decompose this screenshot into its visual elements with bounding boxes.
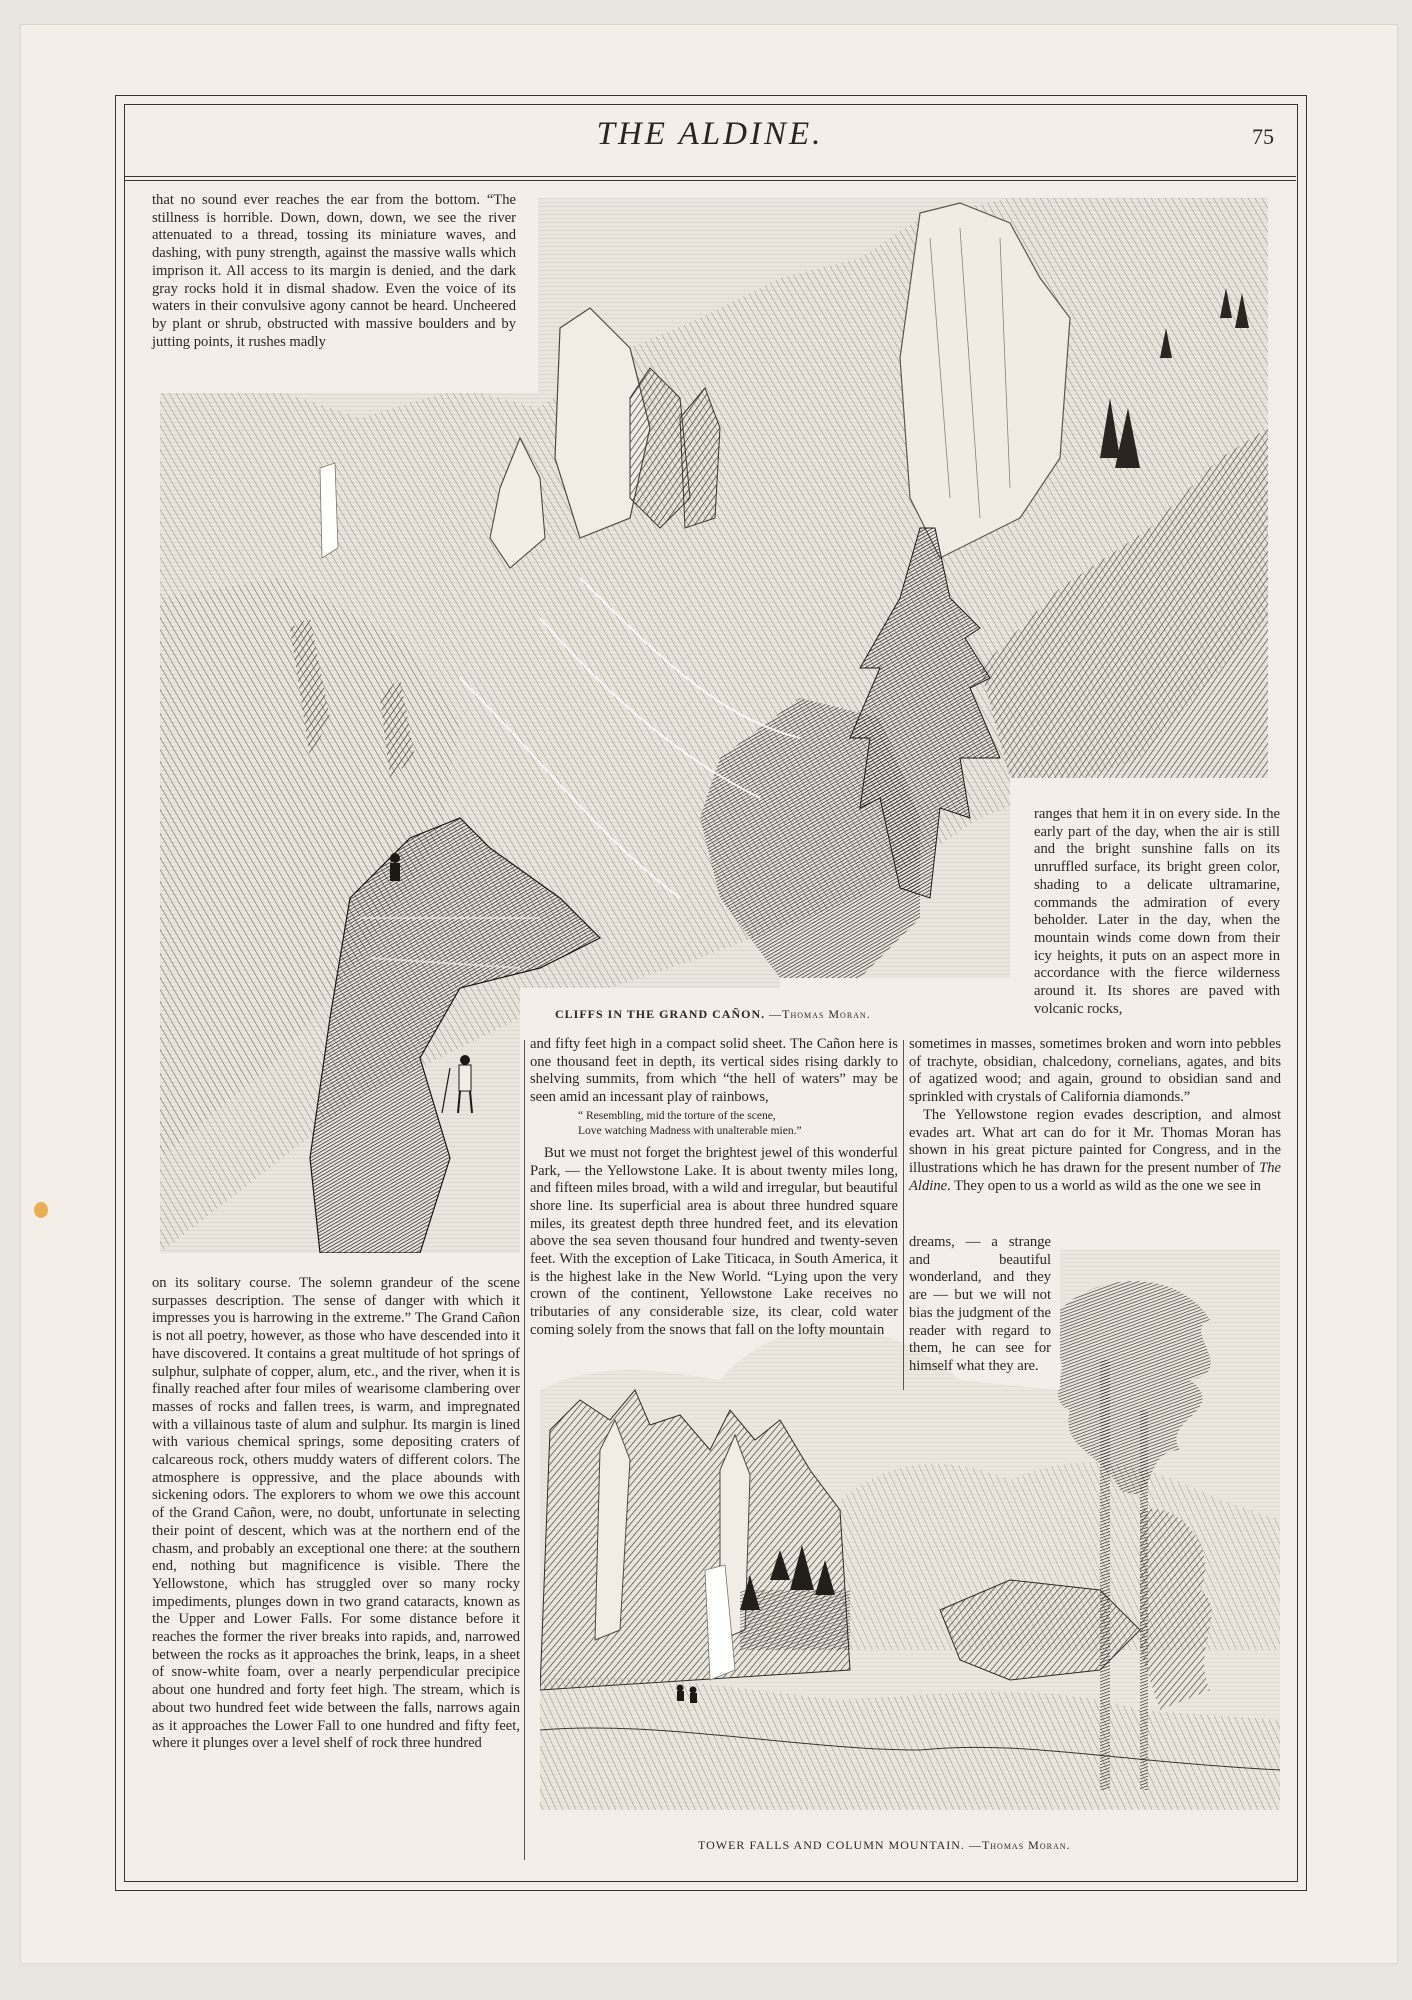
caption-cliffs: [555, 1007, 871, 1022]
caption-credit: —Thomas Moran.: [968, 1838, 1071, 1852]
caption-title: CLIFFS IN THE GRAND CAÑON.: [555, 1007, 766, 1021]
column-rule-left: [524, 1040, 525, 1860]
text-right-top: [1034, 806, 1280, 1018]
text-right: [909, 1036, 1281, 1195]
page-number: 75: [1252, 124, 1274, 149]
poem-quote: [578, 1109, 898, 1139]
text-run: . They open to us a world as wild as the one we see in: [947, 1177, 1261, 1194]
paragraph: [909, 1107, 1281, 1196]
header-rule-second: [124, 180, 1296, 181]
paragraph: ranges that hem it in on every side. In the early part of the day, when the air is still and the bright sunshine falls on its unruffled surface, its bright green color, shading to a delicate ultramarine, commands the admiration of every beholder. Later in the day, when the mountain winds come down from their icy heights, it puts on an aspect more in accordance with the fierce wilderness around it. Its shores are paved with volcanic rocks,: [1034, 806, 1280, 1017]
text-run: The Yellowstone region evades description, and almost evades art. What art can do for it Mr. Thomas Moran has shown in his great picture painted for Congress, and in the illustrations which he has drawn for the present number of: [909, 1106, 1281, 1176]
paragraph: But we must not forget the brightest jewel of this wonderful Park, — the Yellowstone Lake. It is about twenty miles long, and fifteen miles broad, with a wild and irregular, but beautiful shore line. Its superficial area is about three hundred square miles, its greatest depth three hundred feet, and its elevation above the sea seven thousand four hundred and twenty-seven feet. With the exception of Lake Titicaca, in South America, it is the highest lake in the New World. “Lying upon the very crown of the continent, Yellowstone Lake receives no tributaries of any considerable size, its clear, cold water coming solely from the snows that fall on the lofty mountain: [530, 1144, 898, 1338]
paragraph: that no sound ever reaches the ear from the bottom. “The stillness is horrible. Down, down, down, we see the river attenuated to a thread, tossing its miniature waves, and dashing, with puny strength, against the massive walls which imprison it. All access to its margin is denied, and the dark gray rocks hold it in dismal shadow. Even the voice of its waters in their convulsive agony cannot be heard. Uncheered by plant or shrub, obstructed with massive boulders and by jutting points, it rushes madly: [152, 192, 516, 350]
text-left-top: [152, 192, 516, 351]
poem-line-1: “ Resembling, mid the torture of the scene,: [578, 1109, 776, 1122]
header-rule: [124, 176, 1296, 177]
paragraph: and fifty feet high in a compact solid sheet. The Cañon here is one thousand feet in depth, its vertical sides rising darkly to shelving summits, from which “the hell of waters” may be seen amid an incessant play of rainbows,: [530, 1036, 898, 1106]
paragraph: sometimes in masses, sometimes broken and worn into pebbles of trachyte, obsidian, chalcedony, cornelians, agates, and bits of agatized wood; and again, ground to obsidian sand and sprinkled with crystals of California diamonds.”: [909, 1036, 1281, 1106]
text-left-bottom: [152, 1275, 520, 1753]
paragraph: dreams, — a strange and beautiful wonderland, and they are — but we will not bias the judgment of the reader with regard to them, he can see for himself what they are.: [909, 1234, 1051, 1374]
caption-credit: —Thomas Moran.: [769, 1007, 871, 1021]
masthead-title: THE ALDINE.: [596, 116, 824, 152]
column-rule-right: [903, 1040, 904, 1390]
text-middle: [530, 1036, 898, 1340]
magazine-name: The Aldine: [909, 1159, 1281, 1194]
paragraph: on its solitary course. The solemn grandeur of the scene surpasses description. The sense of danger with which it impresses you is harrowing in the extreme.” The Grand Cañon is not all poetry, however, as those who have descended into it have discovered. It contains a great multitude of hot springs of sulphur, sulphate of copper, alum, etc., and the river, when it is finally reached after four miles of wearisome clambering over masses of rocks and fallen trees, is warm, and impregnated with a villainous taste of alum and sulphur. Its margin is lined with various chemical springs, some depositing craters of calcareous rock, others muddy waters of different colors. The atmosphere is oppressive, and the place abounds with sickening odors. The explorers to whom we owe this account of the Grand Cañon, were, no doubt, unfortunate in selecting their point of descent, which was at the northern end of the chasm, and probably an exceptional one there: at the southern end, nothing but magnificence is visible. There the Yellowstone, which has struggled over so many rocky impediments, plunges down in two grand cataracts, known as the Upper and Lower Falls. For some distance before it reaches the former the river breaks into rapids, and, narrowed between the rocks as it approaches the brink, leaps, in a sheet of snow-white foam, over a nearly perpendicular precipice about one hundred and forty feet high. The stream, which is about two hundred feet wide between the falls, narrows again as it approaches the Lower Fall to one hundred and fifty feet, where it plunges over a level shelf of rock three hundred: [152, 1275, 520, 1752]
caption-tower-falls: [698, 1838, 1071, 1853]
orange-stain: [34, 1202, 48, 1218]
caption-title: TOWER FALLS AND COLUMN MOUNTAIN.: [698, 1838, 965, 1852]
text-right-narrow: [909, 1234, 1051, 1376]
poem-line-2: Love watching Madness with unalterable mien.”: [578, 1124, 802, 1137]
